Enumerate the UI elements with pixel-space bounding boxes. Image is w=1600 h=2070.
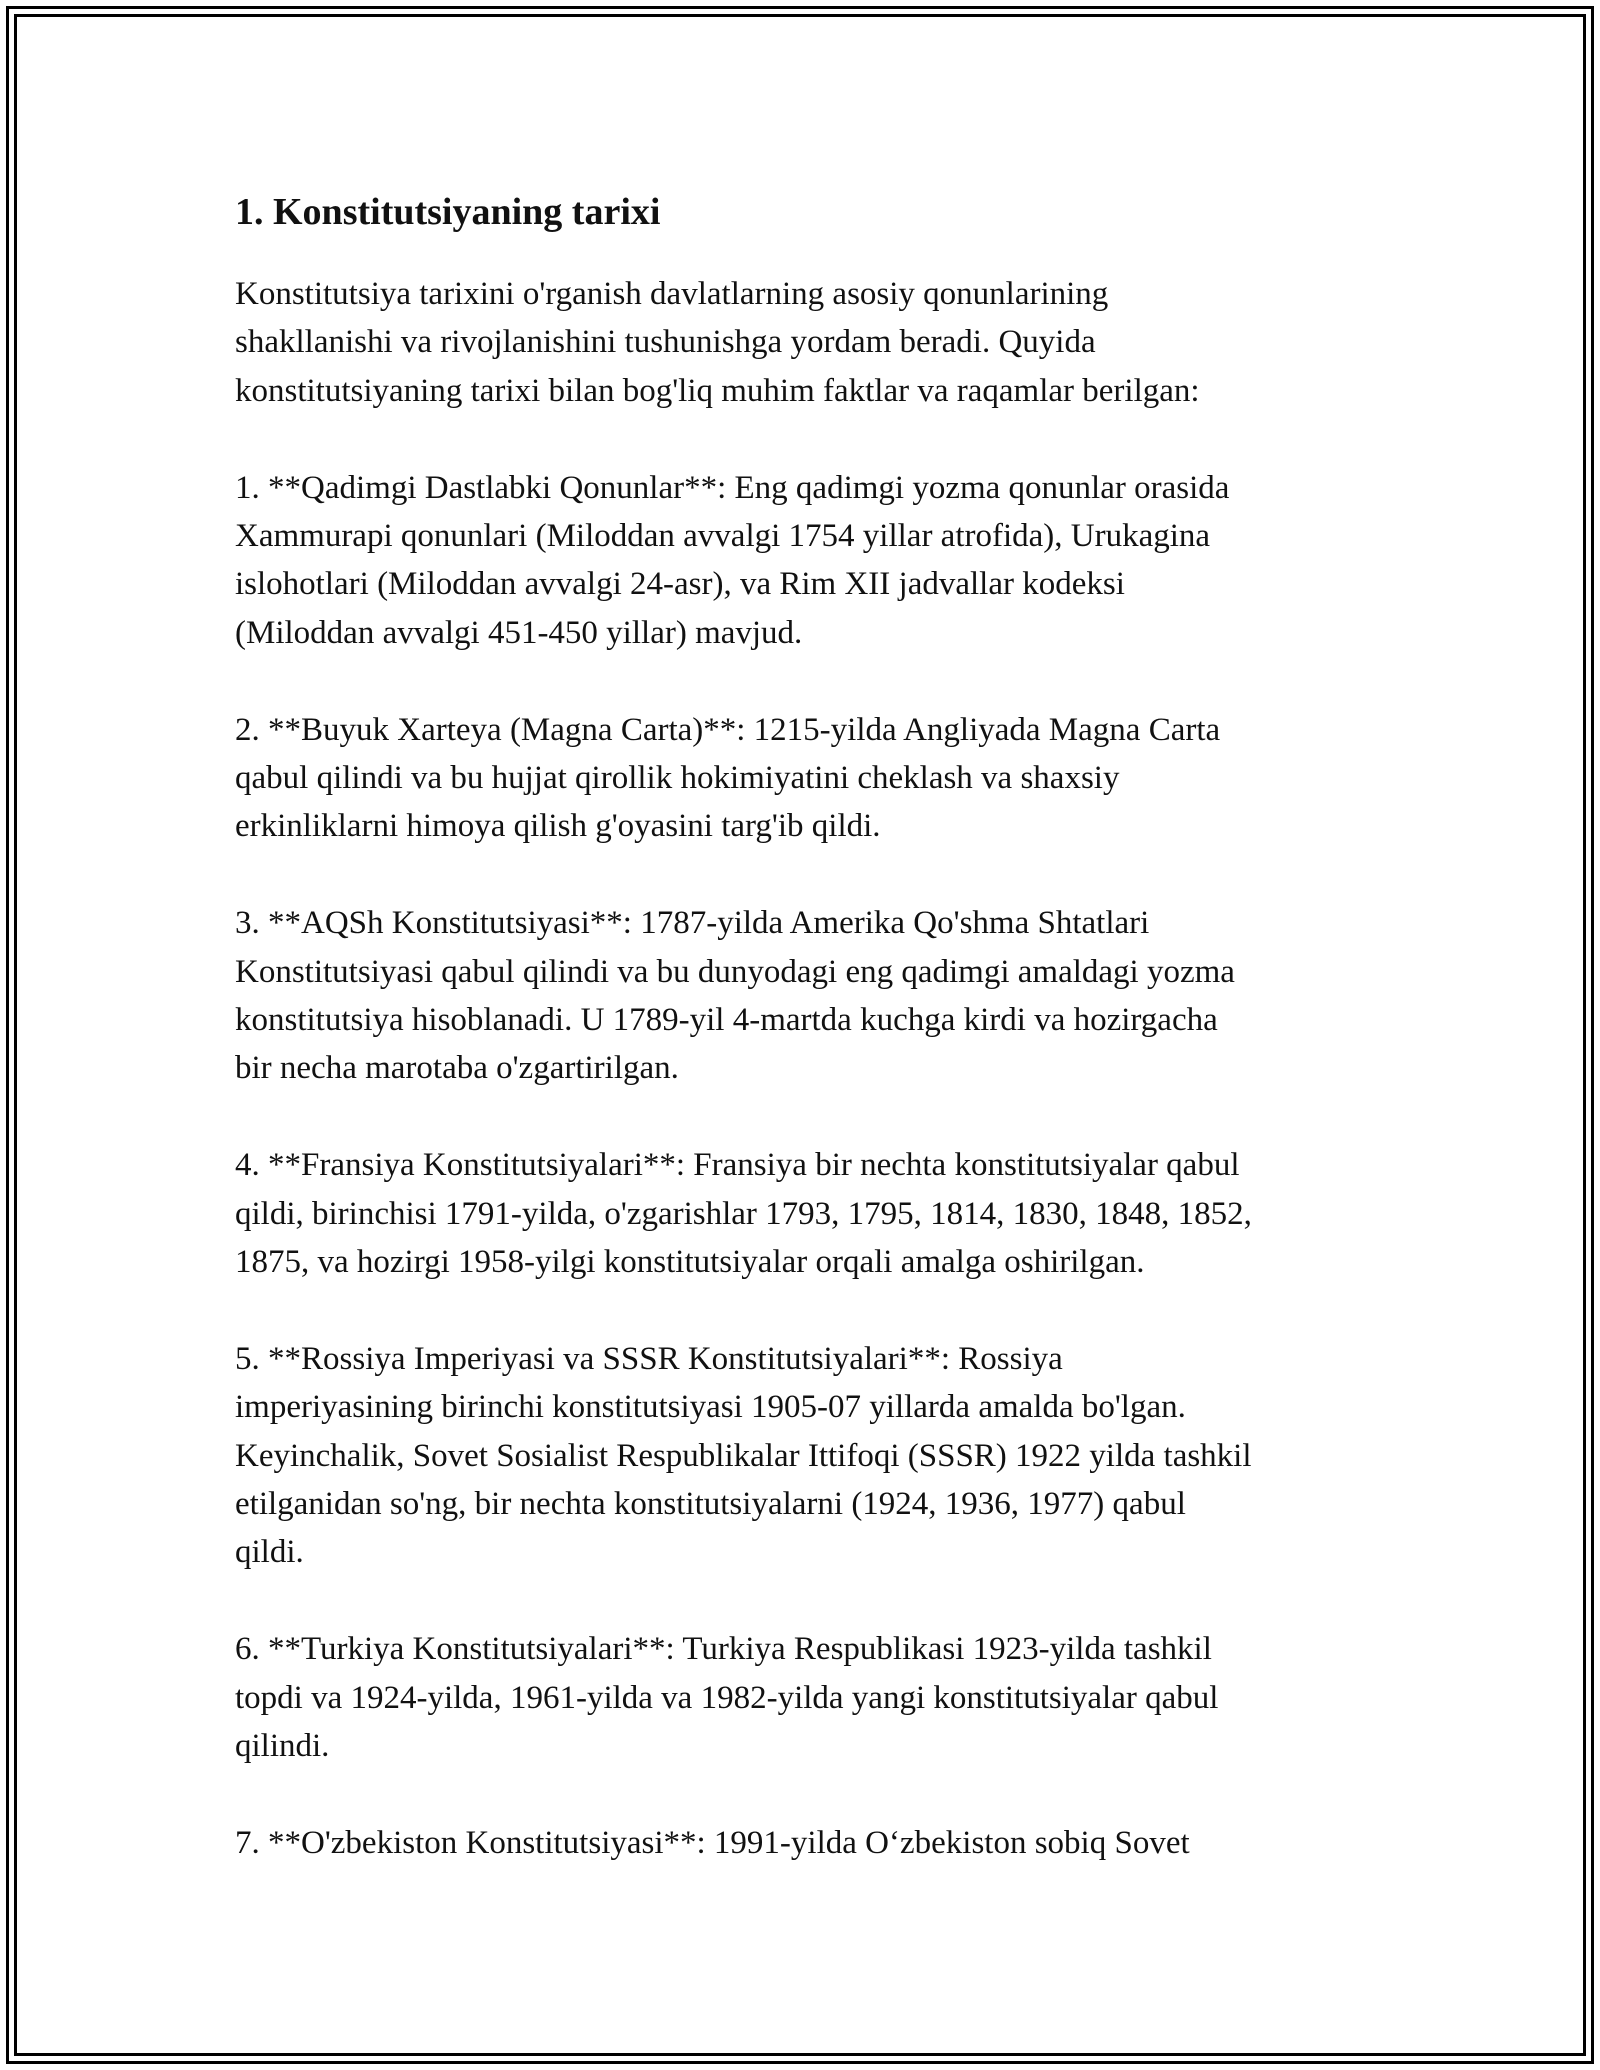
list-item-turkey-constitutions: 6. **Turkiya Konstitutsiyalari**: Turkiya Respublikasi 1923-yilda tashkil topdi va 1924-yilda, 1961-yilda va 1982-yilda yangi konstitutsiyalar qabul qilindi.: [235, 1631, 1219, 1765]
list-item-uzbekistan-constitution: 7. **O'zbekiston Konstitutsiyasi**: 1991-yilda O‘zbekiston sobiq Sovet: [235, 1824, 1190, 1861]
list-item-russia-ussr-constitutions: 5. **Rossiya Imperiyasi va SSSR Konstitutsiyalari**: Rossiya imperiyasining birinchi konstitutsiyasi 1905-07 yillarda amalda bo'lgan. Keyinchalik, Sovet Sosialist Respublikalar Ittifoqi (SSSR) 1922 yilda tashkil etilganidan so'ng, bir nechta konstitutsiyalarni (1924, 1936, 1977) qabul qildi.: [235, 1340, 1252, 1571]
list-item-magna-carta: 2. **Buyuk Xarteya (Magna Carta)**: 1215-yilda Angliyada Magna Carta qabul qilindi va bu hujjat qirollik hokimiyatini cheklash va shaxsiy erkinliklarni himoya qilish g'oyasini targ'ib qildi.: [235, 711, 1221, 845]
intro-paragraph: Konstitutsiya tarixini o'rganish davlatlarning asosiy qonunlarining shakllanishi va rivojlanishini tushunishga yordam beradi. Quyida konstitutsiyaning tarixi bilan bog'liq muhim faktlar va raqamlar berilgan:: [235, 276, 1200, 409]
list-item-us-constitution: 3. **AQSh Konstitutsiyasi**: 1787-yilda Amerika Qo'shma Shtatlari Konstitutsiyasi qabul qilindi va bu dunyodagi eng qadimgi amaldagi yozma konstitutsiya hisoblanadi. U 1789-yil 4-martda kuchga kirdi va hozirgacha bir necha marotaba o'zgartirilgan.: [235, 905, 1235, 1087]
section-title: 1. Konstitutsiyaning tarixi: [235, 191, 661, 233]
list-item-ancient-laws: 1. **Qadimgi Dastlabki Qonunlar**: Eng qadimgi yozma qonunlar orasida Xammurapi qonunlari (Miloddan avvalgi 1754 yillar atrofida), Urukagina islohotlari (Miloddan avvalgi 24-asr), va Rim XII jadvallar kodeksi (Miloddan avvalgi 451-450 yillar) mavjud.: [235, 469, 1230, 651]
document-body: [235, 188, 1375, 1867]
list-item-france-constitutions: 4. **Fransiya Konstitutsiyalari**: Fransiya bir nechta konstitutsiyalar qabul qildi, birinchisi 1791-yilda, o'zgarishlar 1793, 1795, 1814, 1830, 1848, 1852, 1875, va hozirgi 1958-yilgi konstitutsiyalar orqali amalga oshirilgan.: [235, 1147, 1252, 1281]
